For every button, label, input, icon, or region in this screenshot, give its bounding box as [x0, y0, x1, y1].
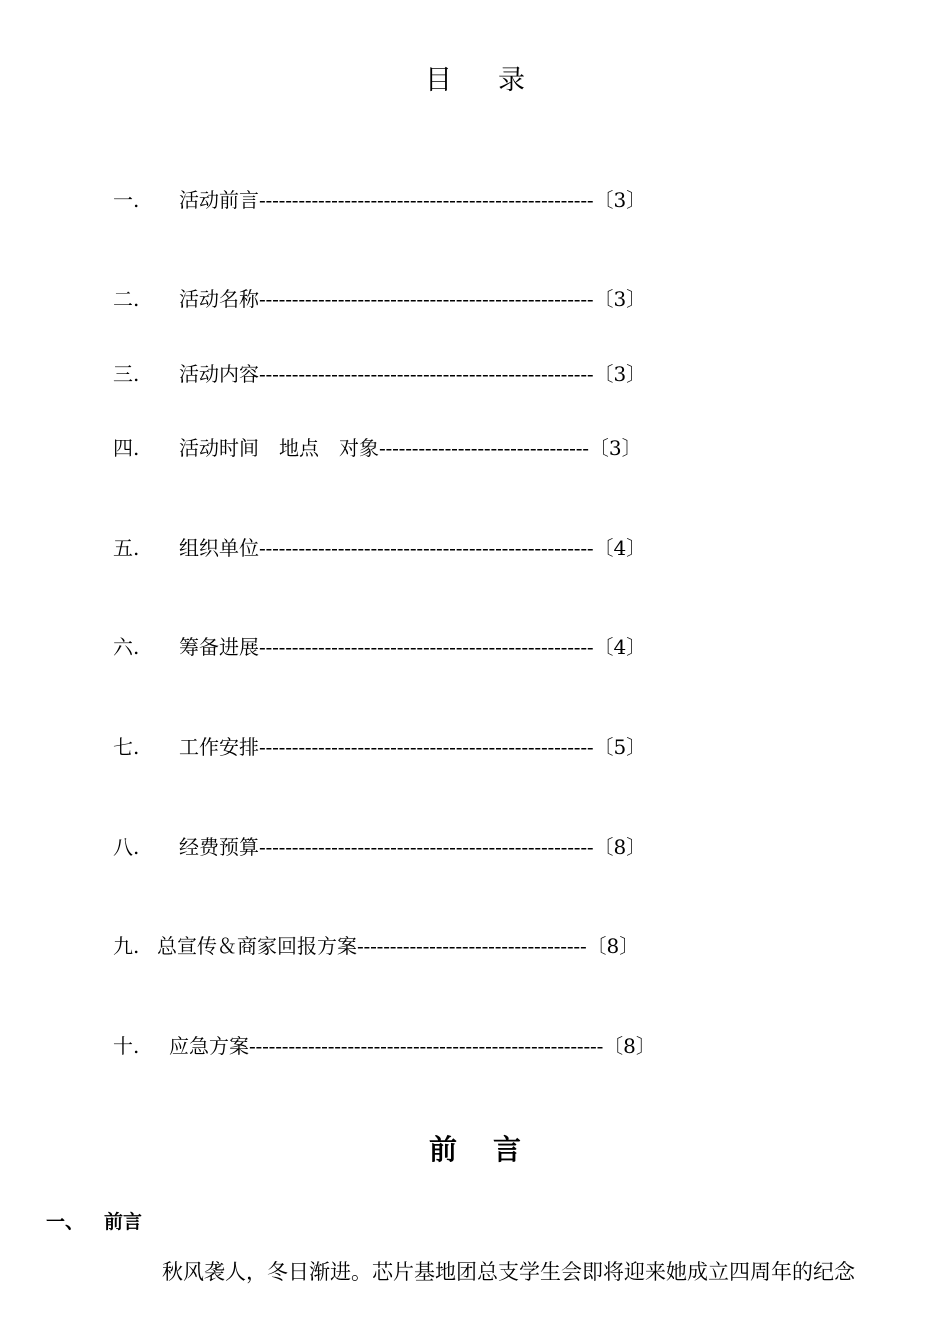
- section-heading-label: 前言: [104, 1211, 143, 1233]
- toc-entry-page: 〔8〕: [593, 835, 647, 859]
- toc-entry-leader: ---------------------------------------------------: [259, 362, 594, 386]
- toc-entry-leader: ---------------------------------------------------: [259, 735, 594, 759]
- toc-entry-label: 总宣传＆商家回报方案: [157, 934, 357, 958]
- toc-entry-leader: ---------------------------------------------------: [259, 536, 594, 560]
- preface-title-right: 言: [493, 1133, 522, 1166]
- toc-entry[interactable]: [113, 733, 646, 761]
- toc-entry-label: 活动时间 地点 对象: [179, 436, 379, 460]
- toc-entry-number: 十.: [113, 1034, 140, 1058]
- toc-entry[interactable]: [113, 186, 646, 214]
- toc-entry-page: 〔5〕: [593, 735, 647, 759]
- toc-entry-number: 六.: [113, 635, 140, 659]
- toc-entry-number: 五.: [113, 536, 140, 560]
- toc-entry-label: 应急方案: [169, 1034, 249, 1058]
- toc-title-right: 录: [498, 65, 525, 96]
- toc-entry-page: 〔3〕: [588, 436, 642, 460]
- toc-entry[interactable]: [113, 285, 646, 313]
- toc-entry-page: 〔3〕: [593, 287, 647, 311]
- toc-entry-label: 工作安排: [179, 735, 259, 759]
- toc-title: [0, 58, 950, 97]
- body-paragraph: 秋风袭人，冬日渐进。芯片基地团总支学生会即将迎来她成立四周年的纪念: [162, 1260, 855, 1284]
- toc-entry[interactable]: [113, 932, 639, 960]
- toc-entry-leader: --------------------------------: [379, 436, 589, 460]
- toc-entry[interactable]: [113, 534, 646, 562]
- toc-entry-page: 〔4〕: [593, 635, 647, 659]
- toc-entry-number: 七.: [113, 735, 140, 759]
- toc-entry[interactable]: [113, 633, 646, 661]
- preface-title: [0, 1128, 950, 1168]
- toc-entry-leader: ---------------------------------------------------: [259, 188, 594, 212]
- toc-entry-page: 〔3〕: [593, 188, 647, 212]
- toc-entry-leader: ---------------------------------------------------: [259, 835, 594, 859]
- toc-entry-leader: ---------------------------------------------------: [259, 635, 594, 659]
- toc-entry[interactable]: [113, 833, 646, 861]
- preface-title-left: 前: [428, 1133, 457, 1166]
- toc-entry-label: 活动前言: [179, 188, 259, 212]
- toc-entry-page: 〔8〕: [603, 1034, 656, 1058]
- toc-entry-label: 活动名称: [179, 287, 259, 311]
- toc-entry-page: 〔4〕: [593, 536, 647, 560]
- toc-entry[interactable]: [113, 434, 642, 462]
- toc-entry-leader: ------------------------------------------------------: [249, 1034, 604, 1058]
- toc-entry-number: 四.: [113, 436, 140, 460]
- toc-entry-leader: ---------------------------------------------------: [259, 287, 594, 311]
- toc-entry-number: 九.: [113, 934, 140, 958]
- section-heading-number: 一、: [46, 1211, 85, 1233]
- toc-entry-page: 〔3〕: [593, 362, 647, 386]
- section-heading: [46, 1207, 142, 1234]
- toc-entry-number: 一.: [113, 188, 140, 212]
- toc-entry-number: 八.: [113, 835, 140, 859]
- toc-entry-label: 筹备进展: [179, 635, 259, 659]
- toc-entry-label: 组织单位: [179, 536, 259, 560]
- toc-entry-label: 经费预算: [179, 835, 259, 859]
- toc-title-left: 目: [425, 65, 452, 96]
- toc-entry-number: 三.: [113, 362, 140, 386]
- toc-entry-leader: -----------------------------------: [357, 934, 587, 958]
- toc-entry-label: 活动内容: [179, 362, 259, 386]
- toc-entry[interactable]: [113, 1032, 656, 1060]
- toc-entry-number: 二.: [113, 287, 140, 311]
- toc-entry-page: 〔8〕: [586, 934, 640, 958]
- toc-entry[interactable]: [113, 360, 646, 388]
